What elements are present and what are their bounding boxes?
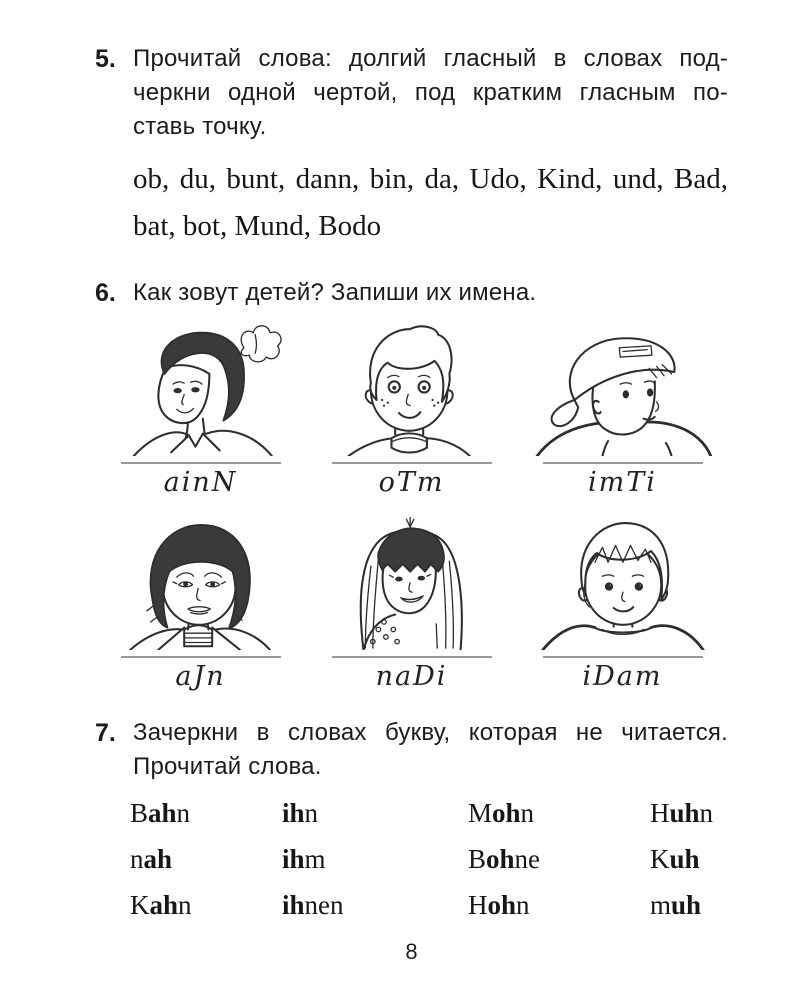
exercise-7-word-grid bbox=[130, 798, 728, 936]
word: Kuh bbox=[650, 844, 700, 874]
exercise-6 bbox=[95, 276, 728, 310]
boy-with-cap-illustration bbox=[518, 316, 728, 456]
scrambled-name: iDam bbox=[582, 661, 663, 692]
word: Kahn bbox=[130, 890, 192, 920]
child-card bbox=[517, 510, 728, 694]
word: muh bbox=[650, 890, 702, 920]
exercise-7-number: 7. bbox=[95, 719, 116, 747]
page-number: 8 bbox=[405, 939, 418, 964]
children-portrait-grid bbox=[95, 316, 728, 694]
instruction-line: Прочитай слова: долгий гласный в словах под- bbox=[133, 45, 728, 72]
word: ihn bbox=[282, 798, 319, 828]
answer-line bbox=[121, 462, 281, 464]
exercise-5-instruction bbox=[133, 42, 728, 144]
instruction-line: Прочитай слова. bbox=[133, 753, 322, 780]
instruction-line: ставь точку. bbox=[133, 113, 267, 140]
exercise-6-number: 6. bbox=[95, 279, 116, 307]
answer-line bbox=[543, 462, 703, 464]
exercise-5-wordlist bbox=[133, 156, 728, 250]
child-card bbox=[95, 510, 306, 694]
child-card bbox=[306, 510, 517, 694]
scrambled-name: oTm bbox=[378, 467, 445, 498]
instruction-line: Зачеркни в словах букву, которая не читается. bbox=[133, 719, 728, 746]
exercise-6-instruction: Как зовут детей? Запиши их имена. bbox=[133, 279, 537, 306]
long-haired-girl-illustration bbox=[307, 510, 517, 650]
answer-line bbox=[121, 656, 281, 658]
scrambled-name: imTi bbox=[588, 467, 657, 498]
word: ihm bbox=[282, 844, 326, 874]
girl-with-bow-illustration bbox=[96, 316, 306, 456]
answer-line bbox=[332, 656, 492, 658]
word: Hohn bbox=[468, 890, 530, 920]
scrambled-name: ainN bbox=[163, 467, 238, 498]
word: Mohn bbox=[468, 798, 535, 828]
freckled-boy-illustration bbox=[307, 316, 517, 456]
instruction-line: черкни одной чертой, под кратким гласным по- bbox=[133, 79, 728, 106]
word: Bahn bbox=[130, 798, 191, 828]
short-haired-girl-illustration bbox=[96, 510, 306, 650]
answer-line bbox=[332, 462, 492, 464]
child-card bbox=[306, 316, 517, 500]
wordlist-line: ob, du, bunt, dann, bin, da, Udo, Kind, und, Bad, bbox=[133, 163, 728, 195]
exercise-5 bbox=[95, 42, 728, 144]
child-card bbox=[517, 316, 728, 500]
word: nah bbox=[130, 844, 173, 874]
exercise-7 bbox=[95, 716, 728, 784]
scrambled-name: aJn bbox=[175, 661, 226, 692]
child-card bbox=[95, 316, 306, 500]
word: Huhn bbox=[650, 798, 714, 828]
word: Bohne bbox=[468, 844, 541, 874]
wordlist-line: bat, bot, Mund, Bodo bbox=[133, 210, 382, 242]
boy-in-tshirt-illustration bbox=[518, 510, 728, 650]
word: ihnen bbox=[282, 890, 344, 920]
answer-line bbox=[543, 656, 703, 658]
exercise-7-instruction bbox=[133, 716, 728, 784]
scrambled-name: naDi bbox=[375, 661, 448, 692]
exercise-5-number: 5. bbox=[95, 45, 116, 73]
